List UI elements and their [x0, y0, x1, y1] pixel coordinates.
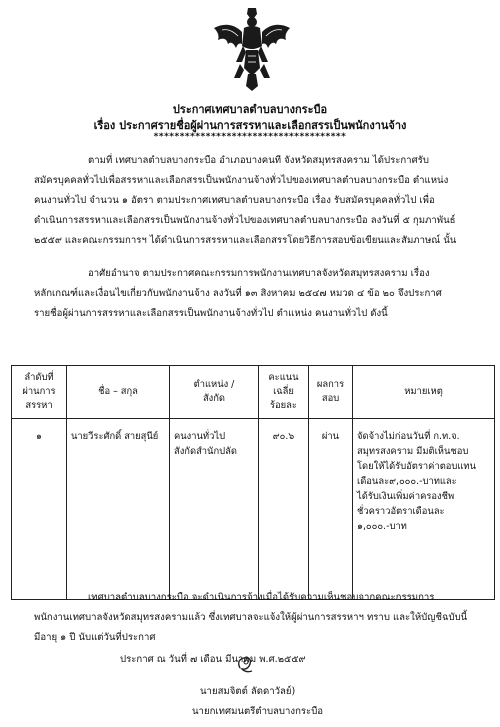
announcement-subject: เรื่อง ประกาศรายชื่อผู้ผ่านการสรรหาและเลือกสรรเป็นพนักงานจ้าง: [93, 119, 407, 132]
paragraph2-line1: อาศัยอำนาจ ตามประกาศคณะกรรมการพนักงานเทศบาลจังหวัดสมุทรสงคราม เรื่อง: [88, 268, 430, 279]
table-row: [12, 419, 495, 600]
paragraph1-line1: ตามที่ เทศบาลตำบลบางกระบือ อำเภอบางคนที จังหวัดสมุทรสงคราม ได้ประกาศรับ: [88, 155, 429, 166]
cell-order: ๑: [12, 419, 67, 600]
garuda-emblem-icon: [210, 6, 294, 92]
announce-date: ประกาศ ณ วันที่ ๗ เดือน มีนาคม พ.ศ.๒๕๕๙: [120, 654, 306, 665]
paragraph3-line2: พนักงานเทศบาลจังหวัดสมุทรสงครามแล้ว ซึ่งเทศบาลจะแจ้งให้ผู้ผ่านการสรรหาฯ ทราบ และให้บัญชีฉบับนี้: [34, 612, 468, 623]
paragraph1-line4: ดำเนินการสรรหาและเลือกสรรเป็นพนักงานจ้างทั่วไปของเทศบาลตำบลบางกระบือ ลงวันที่ ๕ กุมภาพันธ์: [34, 215, 456, 226]
signatory-title: นายกเทศมนตรีตำบลบางกระบือ: [192, 706, 324, 717]
table-header-row: [12, 366, 495, 419]
header-score: คะแนน เฉลี่ย ร้อยละ: [259, 366, 309, 419]
separator-stars: *************************************: [153, 132, 347, 142]
header-order: ลำดับที่ ผ่านการ สรรหา: [12, 366, 67, 419]
cell-position: คนงานทั่วไป สังกัดสำนักปลัด: [170, 419, 259, 600]
header-position: ตำแหน่ง / สังกัด: [170, 366, 259, 419]
paragraph3-line3: มีอายุ ๑ ปี นับแต่วันที่ประกาศ: [34, 632, 156, 643]
cell-name: นายวีระศักดิ์ สายสุนีย์: [67, 419, 170, 600]
cell-result: ผ่าน: [309, 419, 353, 600]
paragraph3-line1: เทศบาลตำบลบางกระบือ จะดำเนินการจ้างเมื่อได้รับความเห็นชอบจากคณะกรรมการ: [88, 592, 435, 603]
signature-mark-icon: [232, 654, 260, 676]
paragraph2-line3: รายชื่อผู้ผ่านการสรรหาและเลือกสรรเป็นพนักงานจ้างทั่วไป ตำแหน่ง คนงานทั่วไป ดังนี้: [34, 308, 388, 319]
header-name: ชื่อ – สกุล: [67, 366, 170, 419]
announcement-title: ประกาศเทศบาลตำบลบางกระบือ: [172, 103, 328, 116]
header-result: ผลการ สอบ: [309, 366, 353, 419]
paragraph1-line5: ๒๕๕๙ และคณะกรรมการฯ ได้ดำเนินการสรรหาและเลือกสรรโดยวิธีการสอบข้อเขียนและสัมภาษณ์ นั้น: [34, 235, 457, 246]
paragraph1-line3: คนงานทั่วไป จำนวน ๑ อัตรา ตามประกาศเทศบาลตำบลบางกระบือ เรื่อง รับสมัครบุคคลทั่วไป เพื่อ: [34, 195, 435, 206]
results-table: [11, 365, 495, 600]
paragraph1-line2: สมัครบุคคลทั่วไปเพื่อสรรหาและเลือกสรรเป็นพนักงานจ้างทั่วไปของเทศบาลตำบลบางกระบือ ตำแหน่ง: [34, 175, 449, 186]
header-remark: หมายเหตุ: [353, 366, 495, 419]
paragraph2-line2: หลักเกณฑ์และเงื่อนไขเกี่ยวกับพนักงานจ้าง ลงวันที่ ๑๓ สิงหาคม ๒๕๔๗ หมวด ๔ ข้อ ๒๐ จึงประกาศ: [34, 288, 442, 299]
cell-remark: จัดจ้างไม่ก่อนวันที่ ก.ท.จ. สมุทรสงคราม มีมติเห็นชอบ โดยให้ได้รับอัตราค่าตอบแทน เดือนละ๙,๐๐๐.-บาทและ ได้รับเงินเพิ่มค่าครองชีพ ชั่วคราวอัตราเดือนละ ๑,๐๐๐.-บาท: [353, 419, 495, 600]
signatory-name: นายสมจิตต์ ลัดดาวัลย์): [200, 686, 296, 697]
cell-score: ๙๐.๖: [259, 419, 309, 600]
